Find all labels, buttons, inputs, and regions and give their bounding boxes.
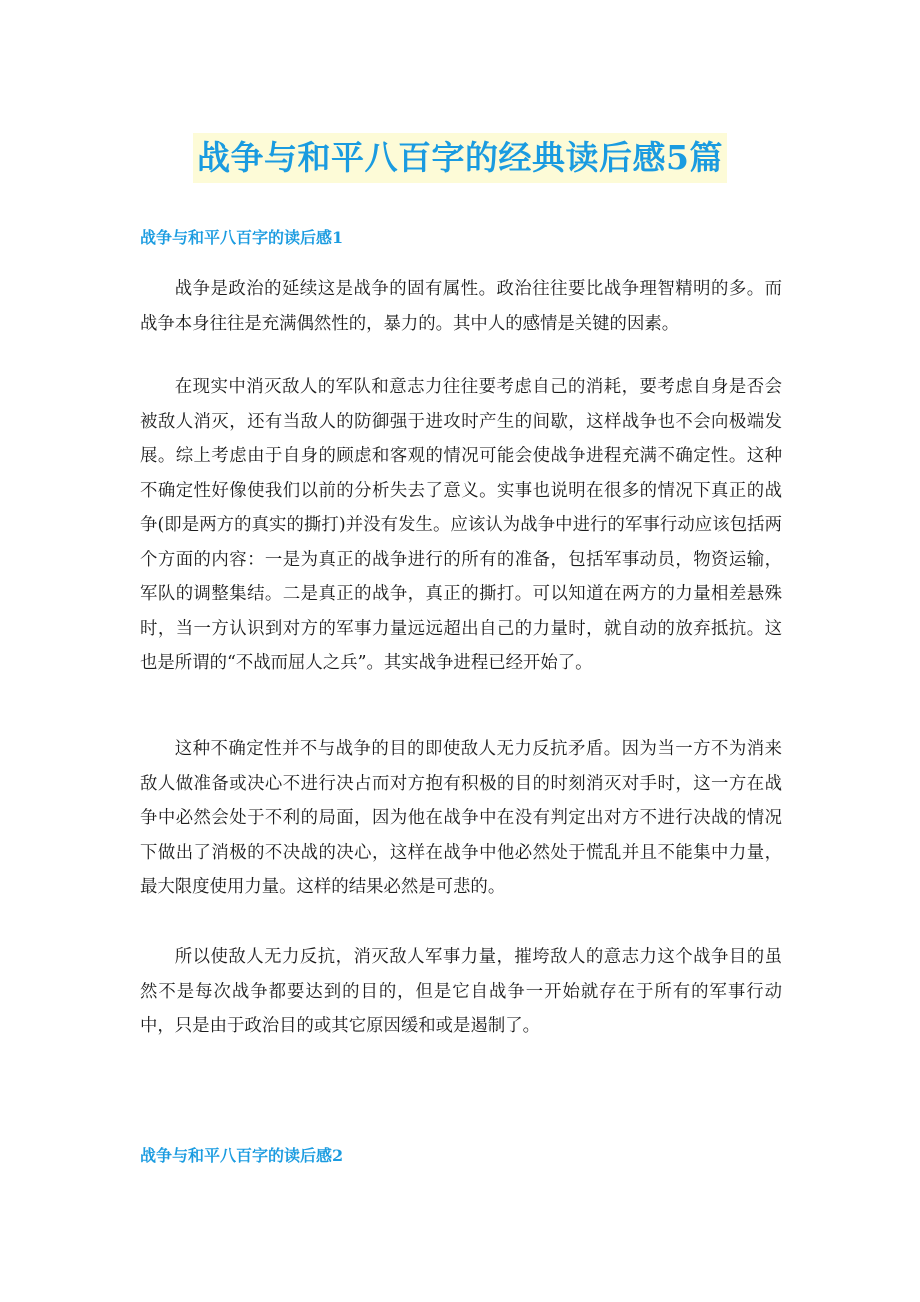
section-heading-1: 战争与和平八百字的读后感1 — [140, 228, 344, 247]
section-heading-2: 战争与和平八百字的读后感2 — [140, 1146, 344, 1165]
paragraph-2: 在现实中消灭敌人的军队和意志力往往要考虑自己的消耗，要考虑自身是否会被敌人消灭，还有当敌人的防御强于进攻时产生的间歇，这样战争也不会向极端发展。综上考虑由于自身的顾虑和客观的情况可能会使战争进程充满不确定性。这种不确定性好像使我们以前的分析失去了意义。实事也说明在很多的情况下真正的战争(即是两方的真实的撕打)并没有发生。应该认为战争中进行的军事行动应该包括两个方面的内容：一是为真正的战争进行的所有的准备，包括军事动员，物资运输，军队的调整集结。二是真正的战争，真正的撕打。可以知道在两方的力量相差悬殊时，当一方认识到对方的军事力量远远超出自己的力量时，就自动的放弃抵抗。这也是所谓的“不战而屈人之兵”。其实战争进程已经开始了。 — [140, 377, 782, 673]
paragraph-3: 这种不确定性并不与战争的目的即使敌人无力反抗矛盾。因为当一方不为消来敌人做准备或决心不进行决占而对方抱有积极的目的时刻消灭对手时，这一方在战争中必然会处于不利的局面，因为他在战争中在没有判定出对方不进行决战的情况下做出了消极的不决战的决心，这样在战争中他必然处于慌乱并且不能集中力量，最大限度使用力量。这样的结果必然是可悲的。 — [140, 739, 782, 897]
paragraph-4: 所以使敌人无力反抗，消灭敌人军事力量，摧垮敌人的意志力这个战争目的虽然不是每次战争都要达到的目的，但是它自战争一开始就存在于所有的军事行动中，只是由于政治目的或其它原因缓和或是遏制了。 — [140, 947, 782, 1036]
title-container — [0, 133, 920, 183]
paragraph-1: 战争是政治的延续这是战争的固有属性。政治往往要比战争理智精明的多。而战争本身往往是充满偶然性的，暴力的。其中人的感情是关键的因素。 — [140, 279, 782, 334]
page-title: 战争与和平八百字的经典读后感5篇 — [193, 133, 727, 183]
